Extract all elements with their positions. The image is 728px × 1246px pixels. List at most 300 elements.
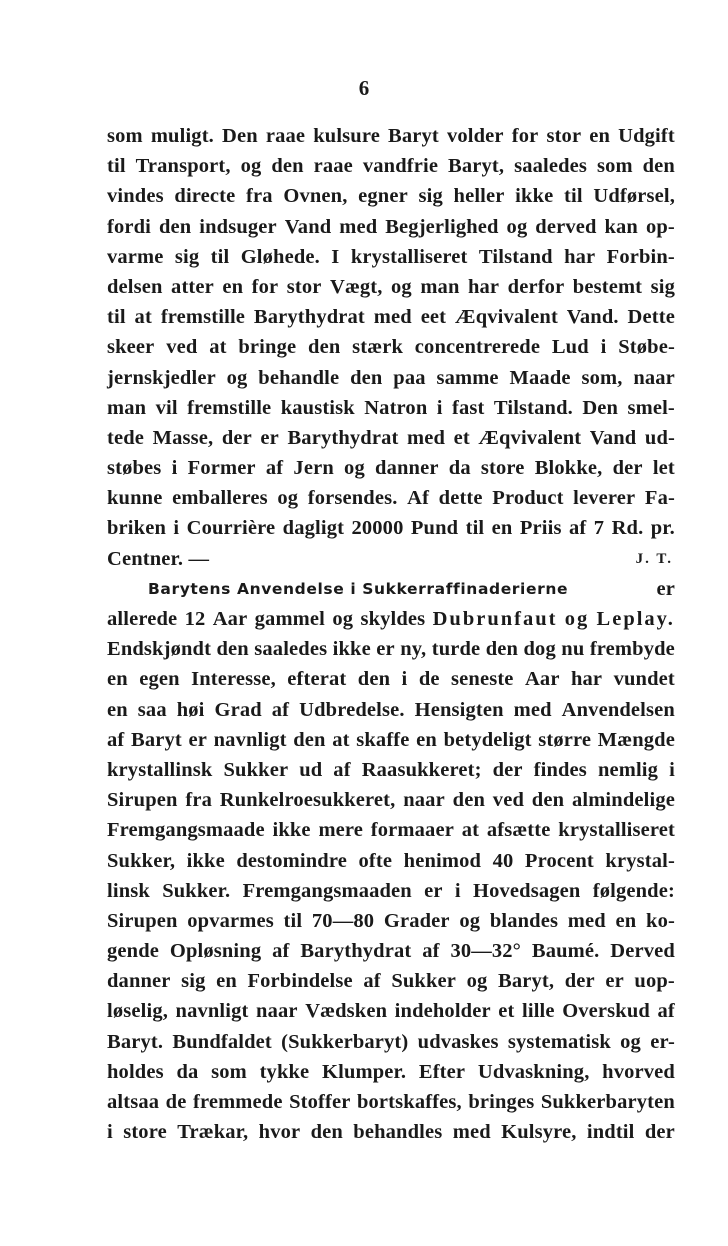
word: Klumper. <box>322 1060 407 1083</box>
word: Vand <box>589 426 637 449</box>
word: Procent <box>524 849 594 872</box>
word: ikke <box>272 819 311 842</box>
word: med <box>339 215 378 238</box>
word: blandes <box>489 909 559 932</box>
closing-text: Centner. — <box>107 547 210 570</box>
word: af <box>569 517 587 540</box>
word: Opløsning <box>169 940 262 963</box>
word: store <box>123 1121 167 1144</box>
word: ikke <box>186 849 225 872</box>
word: i <box>600 336 607 359</box>
word: og <box>391 275 412 298</box>
word: Af <box>407 487 430 510</box>
word: bringe <box>238 336 297 359</box>
word: naar <box>633 366 675 389</box>
word: et <box>498 1000 515 1023</box>
word: med <box>567 909 606 932</box>
word: krystallinsk <box>107 758 213 781</box>
word: større <box>538 728 592 751</box>
text-line-b-14 <box>107 1027 675 1057</box>
word: ny, <box>400 638 427 661</box>
text-line-a-13 <box>107 483 675 513</box>
page-number: 6 <box>358 76 370 100</box>
word: tykke <box>259 1060 310 1083</box>
word: forsendes. <box>307 487 398 510</box>
word: bringes <box>468 1091 535 1113</box>
word: Forbin- <box>606 245 675 268</box>
word: Grad <box>214 698 262 721</box>
word: Fremgangsmaade <box>107 819 265 842</box>
section-heading: Barytens Anvendelse i Sukkerraffinaderierne <box>148 579 569 598</box>
word: sig <box>181 970 206 993</box>
word: Hovedsagen <box>473 879 581 902</box>
word: og <box>466 970 488 993</box>
word: heller <box>453 185 505 208</box>
word: de <box>418 668 440 691</box>
word: Vand <box>284 215 332 238</box>
word: Æqvivalent <box>455 306 558 329</box>
word: Udførsel, <box>593 185 675 208</box>
word: (Sukkerbaryt) <box>281 1030 409 1053</box>
word: store <box>480 457 525 480</box>
word: fra <box>185 789 212 812</box>
word: 70—80 <box>311 909 375 932</box>
word: Anvendelsen <box>561 698 675 721</box>
heading-tail: er <box>656 577 675 600</box>
word: et <box>453 426 470 449</box>
word: man <box>107 396 147 419</box>
word: Vand. <box>566 306 619 329</box>
text-line-a-8 <box>107 332 675 362</box>
word: i <box>436 396 443 419</box>
word: Stoffer <box>289 1091 351 1113</box>
word: er <box>188 728 207 751</box>
word: og <box>506 215 528 238</box>
word: Udgift <box>618 125 675 147</box>
word: en <box>107 698 128 721</box>
word: allerede <box>107 608 178 630</box>
word: den <box>293 728 326 751</box>
word: Aar <box>524 668 560 691</box>
word: krystalliseret <box>350 245 468 268</box>
text-line-b-7 <box>107 815 675 845</box>
word: Sirupen <box>107 909 178 932</box>
word: og <box>459 909 481 932</box>
word: Priis <box>519 517 562 540</box>
text-line-b-4 <box>107 725 675 755</box>
word: sig <box>650 275 675 298</box>
word: naar <box>403 789 445 812</box>
word: behandle <box>258 366 340 389</box>
word: bortskaffes, <box>356 1091 462 1113</box>
word: til <box>210 245 230 268</box>
word: følgende: <box>592 879 675 902</box>
word: den <box>308 336 341 359</box>
word: i <box>401 668 408 691</box>
word: har <box>564 245 596 268</box>
word: en <box>615 909 637 932</box>
word: for <box>511 125 539 147</box>
word: fra <box>246 185 273 208</box>
word: den <box>485 638 519 661</box>
word: de <box>165 1091 187 1113</box>
word: raae <box>313 155 353 178</box>
word: eet <box>420 306 447 329</box>
word: op- <box>645 215 675 238</box>
word: Raasukkeret; <box>361 758 482 781</box>
word: kulsure <box>313 125 380 147</box>
word: krystal- <box>605 849 675 872</box>
text-line-a-6 <box>107 272 675 302</box>
word: ikke <box>515 185 554 208</box>
word: at <box>134 306 152 329</box>
word: Fremgangsmaaden <box>242 879 412 902</box>
word: Sirupen <box>107 789 178 812</box>
word: holdes <box>107 1060 164 1083</box>
word: linsk <box>107 879 150 902</box>
word: Endskjøndt <box>107 638 212 661</box>
text-line-a-1 <box>107 121 675 151</box>
word: naar <box>256 1000 298 1023</box>
word: Baryt. <box>107 1030 164 1053</box>
word: den <box>310 1121 343 1144</box>
text-line-b-12 <box>107 966 675 996</box>
word: Tilstand <box>478 245 553 268</box>
word: stor <box>546 125 582 147</box>
word: Interesse, <box>191 668 276 691</box>
word: Transport, <box>135 155 231 178</box>
word: den <box>216 638 249 661</box>
word: har <box>570 668 603 691</box>
word: samme <box>436 366 499 389</box>
word: nu <box>561 638 585 661</box>
word: Vædsken <box>305 1000 388 1023</box>
word: smel- <box>627 396 675 419</box>
word: udvaskes <box>417 1030 499 1053</box>
word: muligt. <box>150 125 214 147</box>
text-line-a-7 <box>107 302 675 332</box>
word: Baryt <box>131 728 182 751</box>
text-line-b-9 <box>107 876 675 906</box>
word: indtil <box>586 1121 635 1144</box>
word: som <box>596 155 633 178</box>
word: Den <box>582 396 619 419</box>
word: fremstille <box>160 306 246 329</box>
word: Støbe- <box>618 336 675 359</box>
word: kaustisk <box>280 396 355 419</box>
word: Baryt <box>388 125 439 147</box>
text-line-b-2 <box>107 664 675 694</box>
word: varme <box>107 245 164 268</box>
word: Kulsyre, <box>501 1121 577 1144</box>
word: vundet <box>613 668 675 691</box>
word: Sukker <box>391 970 457 993</box>
word: tede <box>107 426 145 449</box>
word: i <box>171 457 178 480</box>
text-line-b-17 <box>107 1117 675 1147</box>
word: i <box>669 758 675 781</box>
word: Tilstand. <box>493 396 573 419</box>
word: i <box>454 879 461 902</box>
word: den <box>642 155 675 178</box>
word: af <box>422 940 440 963</box>
word: leverer <box>573 487 636 510</box>
word: og <box>332 608 354 630</box>
word: danner <box>107 970 171 993</box>
text-line-a-10 <box>107 393 675 423</box>
word: skeer <box>107 336 155 359</box>
word: løselig, <box>107 1000 168 1023</box>
word: mere <box>318 819 364 842</box>
word: let <box>652 457 675 480</box>
word: briken <box>107 517 166 540</box>
word: 30—32° <box>450 940 522 963</box>
word: findes <box>533 758 587 781</box>
word: vil <box>155 396 178 419</box>
word: destomindre <box>236 849 347 872</box>
word: stor <box>286 275 322 298</box>
text-line-b-15 <box>107 1057 675 1087</box>
word: seneste <box>451 668 514 691</box>
word: concentrerede <box>414 336 541 359</box>
word: og <box>344 457 365 480</box>
word: til <box>283 909 303 932</box>
word: Barythydrat <box>300 940 412 963</box>
word: at <box>332 728 350 751</box>
word: fremmede <box>192 1091 283 1113</box>
text-line-a-4 <box>107 212 675 242</box>
word: Natron <box>364 396 428 419</box>
word: da <box>448 457 471 480</box>
word: frembyde <box>589 638 675 661</box>
word: som <box>107 125 143 147</box>
word: formaaer <box>370 819 454 842</box>
word: Mængde <box>597 728 675 751</box>
word: Hensigten <box>414 698 504 721</box>
word: med <box>452 1121 491 1144</box>
word: Fa- <box>644 487 675 510</box>
word: med <box>513 698 552 721</box>
word: er- <box>650 1030 675 1053</box>
word: danner <box>375 457 439 480</box>
word: Den <box>222 125 258 147</box>
word: Udbredelse. <box>299 698 405 721</box>
word: Vægt, <box>330 275 383 298</box>
word: ud <box>299 758 323 781</box>
word: afsætte <box>486 819 551 842</box>
word: der <box>221 426 252 449</box>
word: I <box>331 245 340 268</box>
word: og <box>564 608 590 630</box>
text-line-b-13 <box>107 996 675 1026</box>
word: systematisk <box>507 1030 611 1053</box>
word: i <box>173 517 180 540</box>
text-line-b-6 <box>107 785 675 815</box>
word: sig <box>174 245 200 268</box>
word: Leplay. <box>596 608 675 630</box>
word: Aar <box>212 608 248 630</box>
word: Blokke, <box>534 457 603 480</box>
word: for <box>251 275 279 298</box>
text-line-a-11 <box>107 423 675 453</box>
word: saaledes <box>514 155 588 178</box>
word: der <box>612 457 643 480</box>
word: Barythydrat <box>287 426 399 449</box>
word: Dubrunfaut <box>432 608 558 630</box>
word: uop- <box>634 970 675 993</box>
word: emballeres <box>172 487 268 510</box>
text-line-a-9 <box>107 363 675 393</box>
word: skaffe <box>356 728 410 751</box>
word: almindelige <box>571 789 675 812</box>
word: af <box>271 698 290 721</box>
text-line-b-5 <box>107 755 675 785</box>
word: Forbindelse <box>247 970 353 993</box>
word: henimod <box>403 849 482 872</box>
word: fremstille <box>187 396 272 419</box>
word: ved <box>492 789 524 812</box>
word: den <box>158 215 192 238</box>
word: jernskjedler <box>107 366 216 389</box>
word: Sukker. <box>162 879 231 902</box>
word: da <box>176 1060 199 1083</box>
word: af <box>333 758 351 781</box>
word: atter <box>171 275 214 298</box>
word: at <box>209 336 227 359</box>
word: navnligt <box>175 1000 249 1023</box>
word: med <box>407 426 446 449</box>
word: altsaa <box>107 1091 160 1113</box>
word: kunne <box>107 487 163 510</box>
word: Jern <box>293 457 334 480</box>
word: en <box>216 970 237 993</box>
word: Æqvivalent <box>478 426 582 449</box>
signature: J. T. <box>635 550 673 567</box>
word: er <box>376 638 395 661</box>
word: af <box>363 970 381 993</box>
word: indsuger <box>199 215 277 238</box>
word: Trækar, <box>177 1121 249 1144</box>
word: en <box>491 517 513 540</box>
word: vandfrie <box>362 155 439 178</box>
body-text <box>107 121 675 1147</box>
word: Sukker, <box>107 849 176 872</box>
word: den <box>357 668 391 691</box>
word: Derved <box>610 940 675 963</box>
word: Product <box>492 487 564 510</box>
word: høi <box>176 698 205 721</box>
word: der <box>564 970 595 993</box>
word: ikke <box>332 638 371 661</box>
word: som, <box>581 366 623 389</box>
word: i <box>107 1121 113 1144</box>
word: kan <box>604 215 638 238</box>
word: Dette <box>627 306 675 329</box>
word: og <box>620 1030 641 1053</box>
word: den <box>531 789 565 812</box>
word: Overskud <box>562 1000 650 1023</box>
word: ofte <box>358 849 393 872</box>
word: turde <box>431 638 481 661</box>
word: til <box>465 517 485 540</box>
word: directe <box>174 185 236 208</box>
word: som <box>211 1060 247 1083</box>
word: pr. <box>650 517 675 540</box>
word: efterat <box>287 668 347 691</box>
text-line-a-3 <box>107 181 675 211</box>
word: Masse, <box>152 426 214 449</box>
text-line-a-12 <box>107 453 675 483</box>
word: er <box>605 970 624 993</box>
word: 40 <box>492 849 514 872</box>
text-line-a-14 <box>107 513 675 543</box>
text-line-b-1 <box>107 634 675 664</box>
word: en <box>589 125 611 147</box>
word: der <box>644 1121 675 1144</box>
word: af <box>657 1000 675 1023</box>
word: vindes <box>107 185 164 208</box>
word: Udvaskning, <box>477 1060 590 1083</box>
text-line-a-5 <box>107 242 675 272</box>
word: at <box>461 819 480 842</box>
section-heading-line <box>107 574 675 604</box>
word: man <box>420 275 460 298</box>
text-line-b-8 <box>107 846 675 876</box>
word: indeholder <box>394 1000 491 1023</box>
word: gammel <box>254 608 325 630</box>
word: bestemt <box>572 275 643 298</box>
word: Lud <box>551 336 589 359</box>
word: egen <box>139 668 180 691</box>
word: fordi <box>107 215 152 238</box>
word: Former <box>187 457 256 480</box>
closing-line <box>107 544 675 574</box>
word: delsen <box>107 275 163 298</box>
word: 7 <box>593 517 605 540</box>
word: Baryt, <box>448 155 505 178</box>
word: af <box>107 728 125 751</box>
word: nemlig <box>597 758 659 781</box>
word: af <box>265 457 284 480</box>
word: er <box>424 879 443 902</box>
word: ved <box>166 336 198 359</box>
word: Runkelroesukkeret, <box>219 789 396 812</box>
word: 12 <box>184 608 206 630</box>
word: Courrière <box>186 517 276 540</box>
word: og <box>226 366 248 389</box>
word: til <box>564 185 583 208</box>
word: dagligt <box>282 517 345 540</box>
word: sig <box>418 185 443 208</box>
word: lille <box>522 1000 555 1023</box>
word: har <box>467 275 500 298</box>
text-line-b-16 <box>107 1087 675 1117</box>
word: med <box>373 306 412 329</box>
word: Sukker <box>223 758 289 781</box>
word: Grader <box>383 909 450 932</box>
word: fast <box>452 396 485 419</box>
word: og <box>277 487 299 510</box>
word: støbes <box>107 457 162 480</box>
word: Rd. <box>611 517 644 540</box>
word: opvarmes <box>187 909 274 932</box>
word: stærk <box>352 336 404 359</box>
word: Begjerlighed <box>385 215 499 238</box>
word: Barythydrat <box>253 306 365 329</box>
word: en <box>416 728 437 751</box>
word: den <box>271 155 304 178</box>
word: Ovnen, <box>283 185 348 208</box>
